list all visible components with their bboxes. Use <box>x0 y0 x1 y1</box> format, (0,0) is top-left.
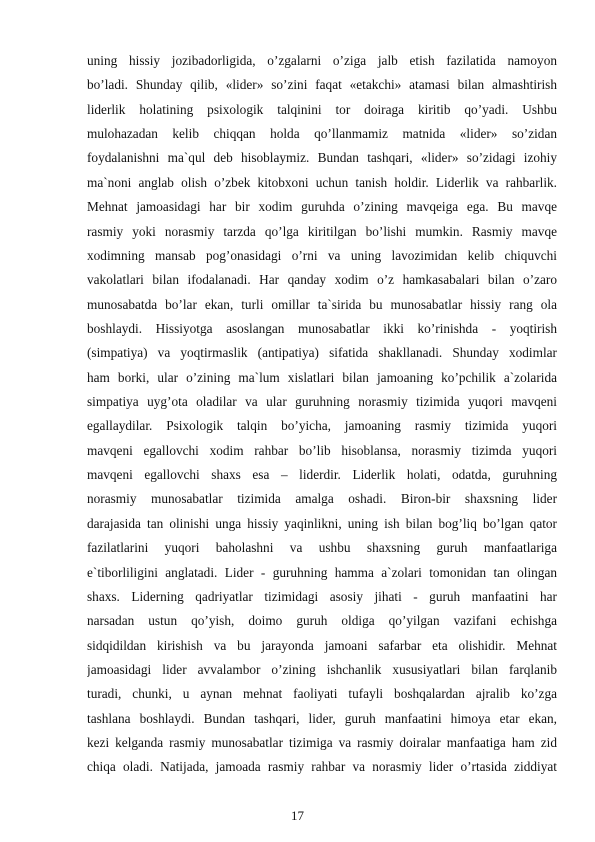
text-line: xodimning mansab pog’onasidagi o’rni va uning lavozimidan kelib chiquvchi <box>87 247 557 263</box>
text-line: foydalanishni ma`qul deb hisoblaymiz. Bundan tashqari, «lider» so’zidagi izohiy <box>87 150 557 166</box>
text-line: mulohazadan kelib chiqqan holda qo’llanmamiz matnida «lider» so’zidan <box>87 126 557 142</box>
text-line: (simpatiya) va yoqtirmaslik (antipatiya) sifatida shakllanadi. Shunday xodimlar <box>87 345 557 361</box>
text-line: simpatiya uyg’ota oladilar va ular guruhning norasmiy tizimida yuqori mavqeni <box>87 394 557 410</box>
page-number: 17 <box>291 808 304 823</box>
text-line: boshlaydi. Hissiyotga asoslangan munosabatlar ikki ko’rinishda - yoqtirish <box>87 320 557 336</box>
text-line: bo’ladi. Shunday qilib, «lider» so’zini faqat «etakchi» atamasi bilan almashtirish <box>87 77 557 93</box>
text-line: norasmiy munosabatlar tizimida amalga oshadi. Biron-bir shaxsning lider <box>87 491 557 507</box>
text-line: e`tiborliligini anglatadi. Lider - guruhning hamma a`zolari tomonidan tan olingan <box>87 564 557 580</box>
text-line: jamoasidagi lider avvalambor o’zining ishchanlik xususiyatlari bilan farqlanib <box>87 661 557 677</box>
body-text <box>87 49 557 780</box>
text-line: fazilatlarini yuqori baholashni va ushbu shaxsning guruh manfaatlariga <box>87 540 557 556</box>
text-line: kezi kelganda rasmiy munosabatlar tizimiga va rasmiy doiralar manfaatiga ham zid <box>87 735 557 751</box>
text-line: tashlana boshlaydi. Bundan tashqari, lider, guruh manfaatini himoya etar ekan, <box>87 710 557 726</box>
text-line: shaxs. Liderning qadriyatlar tizimidagi asosiy jihati - guruh manfaatini har <box>87 588 557 604</box>
text-line: uning hissiy jozibadorligida, o’zgalarni o’ziga jalb etish fazilatida namoyon <box>87 53 557 68</box>
text-line: narsadan ustun qo’yish, doimo guruh oldiga qo’yilgan vazifani echishga <box>87 613 557 629</box>
text-line: munosabatda bo’lar ekan, turli omillar ta`sirida bu munosabatlar hissiy rang ola <box>87 296 557 312</box>
text-line: ma`noni anglab olish o’zbek kitobxoni uchun tanish holdir. Liderlik va rahbarlik. <box>87 174 557 190</box>
text-line: liderlik holatining psixologik talqinini tor doiraga kiritib qo’yadi. Ushbu <box>87 101 557 117</box>
text-line: Mehnat jamoasidagi har bir xodim guruhda o’zining mavqeiga ega. Bu mavqe <box>87 199 557 215</box>
text-line: mavqeni egallovchi xodim rahbar bo’lib hisoblansa, norasmiy tizimda yuqori <box>87 442 557 458</box>
text-line: turadi, chunki, u aynan mehnat faoliyati tufayli boshqalardan ajralib ko’zga <box>87 686 557 702</box>
text-line: vakolatlari bilan ifodalanadi. Har qanday xodim o’z hamkasabalari bilan o’zaro <box>87 272 557 288</box>
text-line: sidqidildan kirishish va bu jarayonda jamoani safarbar eta olishidir. Mehnat <box>87 637 557 653</box>
text-line: rasmiy yoki norasmiy tarzda qo’lga kiritilgan bo’lishi mumkin. Rasmiy mavqe <box>87 223 557 239</box>
text-line: mavqeni egallovchi shaxs esa – liderdir. Liderlik holati, odatda, guruhning <box>87 467 557 483</box>
text-line: ham borki, ular o’zining ma`lum xislatlari bilan jamoaning ko’pchilik a`zolarida <box>87 369 557 385</box>
text-line: egallaydilar. Psixologik talqin bo’yicha, jamoaning rasmiy tizimida yuqori <box>87 418 557 434</box>
text-line: darajasida tan olinishi unga hissiy yaqinlikni, uning ish bilan bog’liq bo’lgan qator <box>87 515 557 531</box>
text-line: chiqa oladi. Natijada, jamoada rasmiy rahbar va norasmiy lider o’rtasida ziddiyat <box>87 759 557 775</box>
